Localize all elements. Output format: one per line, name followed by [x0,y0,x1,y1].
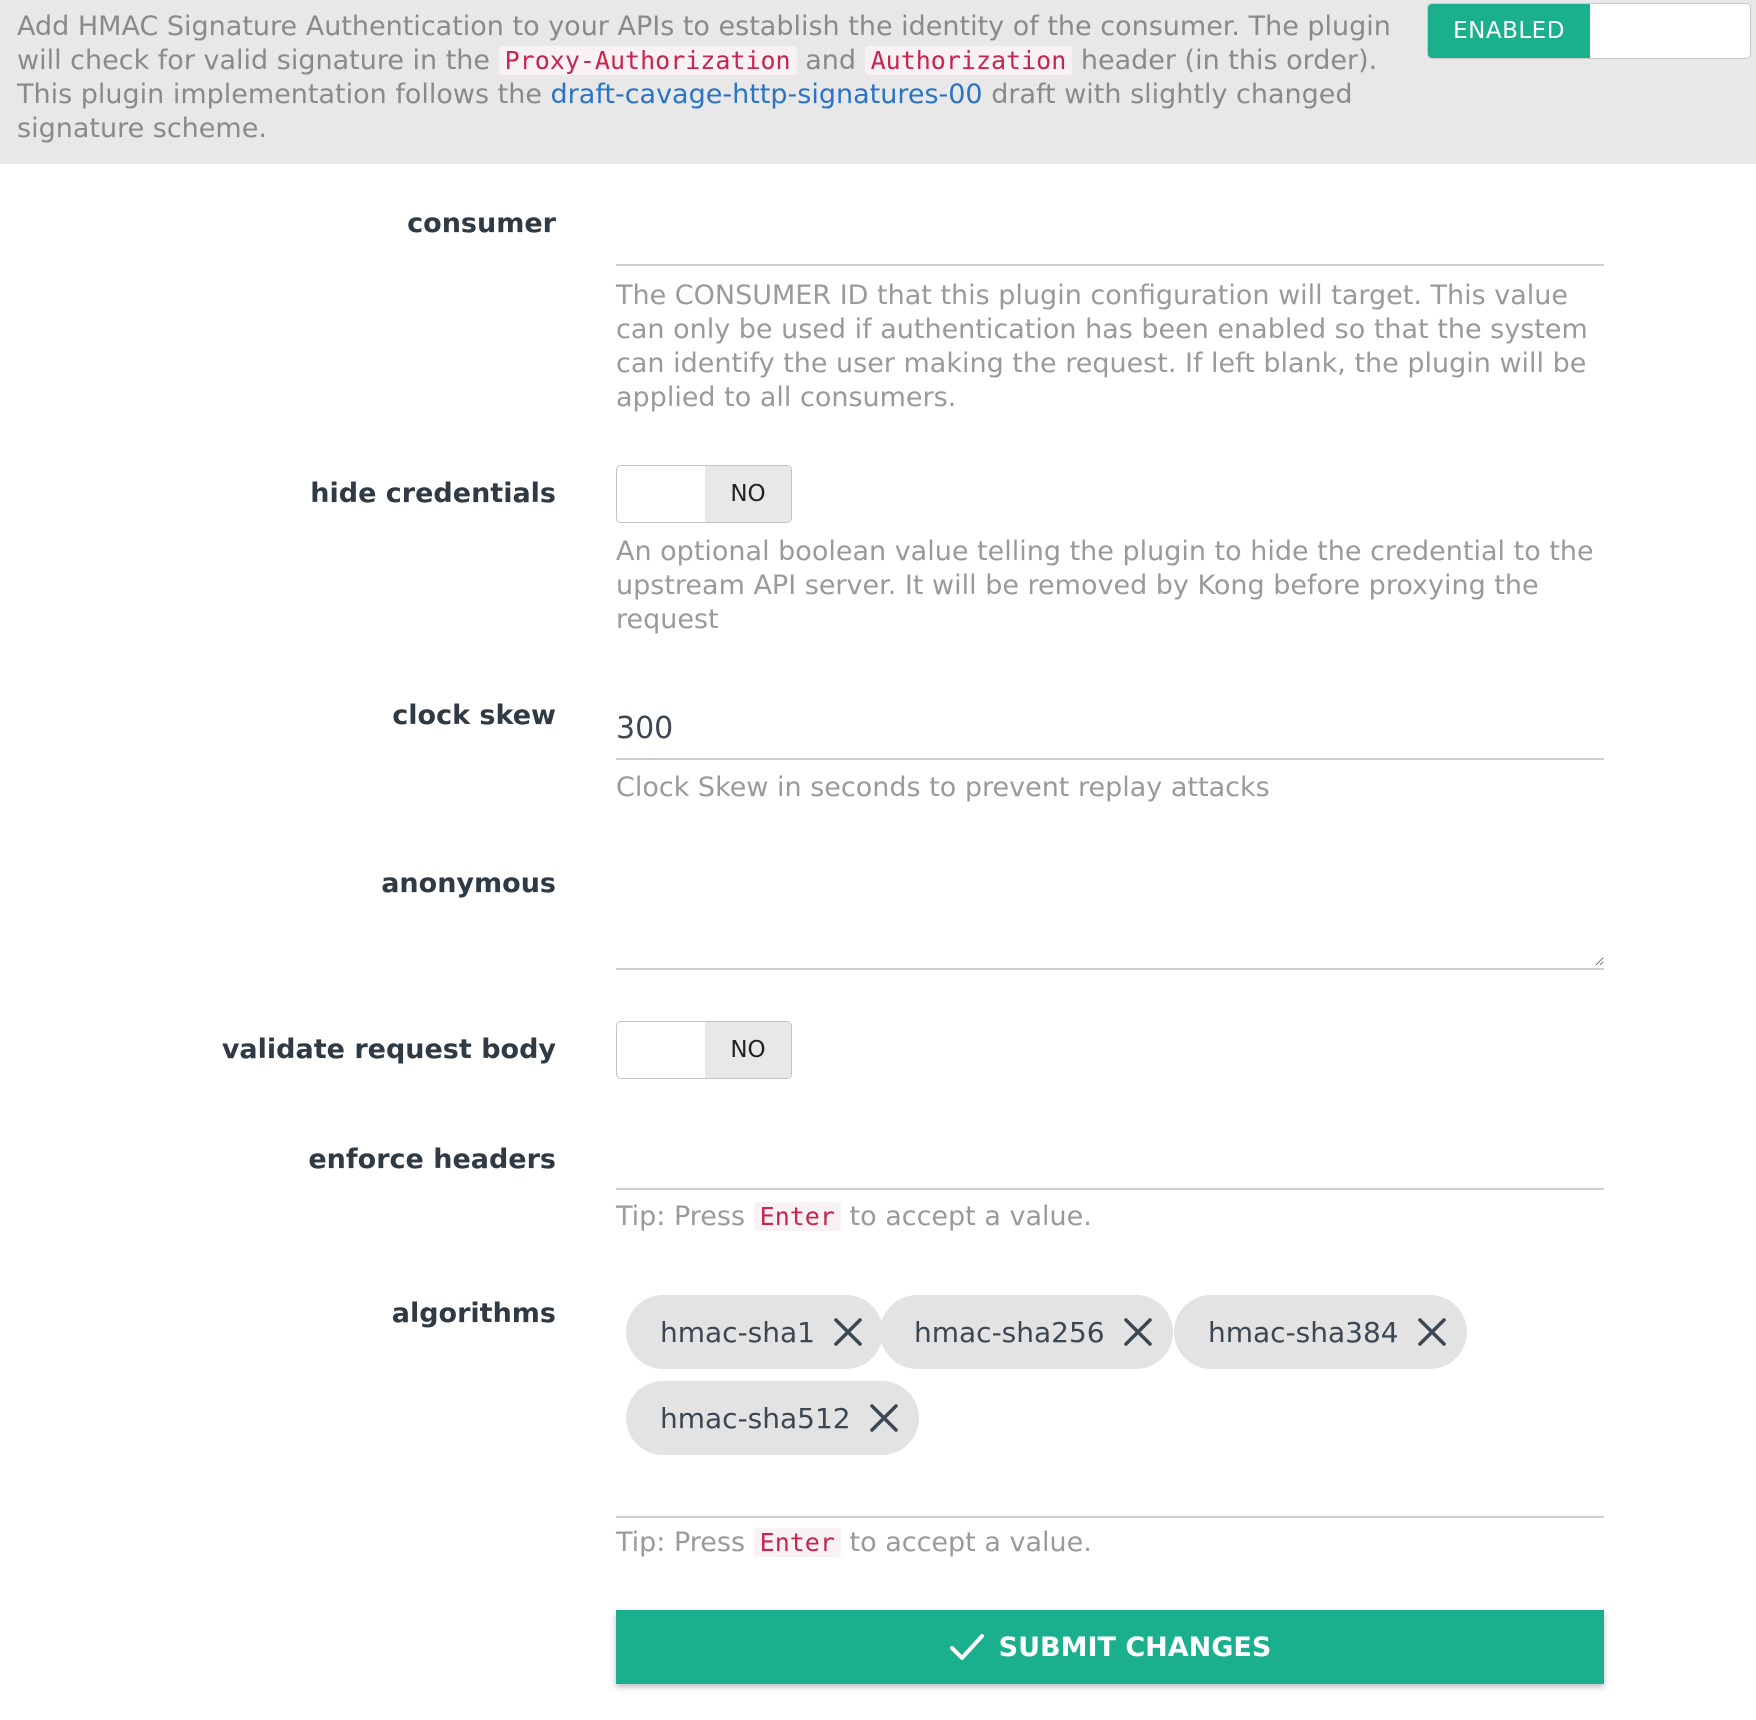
algorithms-label: algorithms [391,1298,556,1329]
anonymous-label: anonymous [381,868,556,899]
tip-enter-key: Enter [754,1528,841,1557]
code-authorization: Authorization [865,46,1073,75]
submit-changes-label: SUBMIT CHANGES [998,1631,1272,1663]
remove-tag-icon[interactable] [1415,1315,1449,1349]
consumer-field-wrapper [616,200,1604,266]
tip-suffix: to accept a value. [849,1201,1092,1232]
hide-credentials-help: An optional boolean value telling the plugin to hide the credential to the upstream API server. It will be removed by Kong before proxying the request [616,536,1594,635]
enforce-headers-input[interactable] [616,1128,1604,1186]
enforce-headers-tip [616,1200,1616,1234]
algorithms-input[interactable] [616,1470,1604,1514]
description-and: and [805,45,856,76]
clock-skew-help: Clock Skew in seconds to prevent replay attacks [616,772,1270,803]
algorithm-tag [880,1295,1173,1369]
enforce-headers-label: enforce headers [308,1144,556,1175]
enabled-label: ENABLED [1428,4,1590,58]
description-text-3: This plugin implementation follows the [17,79,542,110]
validate-request-body-toggle[interactable] [616,1021,792,1079]
consumer-label: consumer [407,208,556,239]
validate-request-body-label: validate request body [221,1034,556,1065]
validate-request-body-toggle-value: NO [705,1022,791,1078]
checkmark-icon [949,1632,985,1662]
submit-changes-button[interactable] [616,1610,1604,1684]
tip-enter-key: Enter [754,1202,841,1231]
algorithm-tag [626,1381,919,1455]
algorithms-tip [616,1526,1616,1560]
clock-skew-label: clock skew [392,700,556,731]
hide-credentials-toggle[interactable] [616,465,792,523]
remove-tag-icon[interactable] [1121,1315,1155,1349]
consumer-help: The CONSUMER ID that this plugin configuration will target. This value can only be used if authentication has been enabled so that the system can identify the user making the request. If left blank, the plugin will be applied to all consumers. [616,280,1588,413]
consumer-input[interactable] [616,200,1604,264]
algorithm-tag [626,1295,883,1369]
algorithm-tag [1174,1295,1467,1369]
draft-spec-link[interactable]: draft-cavage-http-signatures-00 [550,79,983,110]
tip-prefix: Tip: Press [616,1201,746,1232]
enforce-headers-field-wrapper [616,1128,1604,1190]
plugin-description-banner [0,0,1756,164]
algorithm-tag-label: hmac-sha384 [1208,1315,1399,1349]
hide-credentials-label: hide credentials [310,478,556,509]
hide-credentials-toggle-value: NO [705,466,791,522]
remove-tag-icon[interactable] [831,1315,865,1349]
plugin-enabled-toggle[interactable] [1427,3,1751,59]
tip-suffix: to accept a value. [849,1527,1092,1558]
tip-prefix: Tip: Press [616,1527,746,1558]
algorithm-tag-label: hmac-sha512 [660,1401,851,1435]
algorithm-tag-label: hmac-sha1 [660,1315,815,1349]
anonymous-textarea[interactable] [616,856,1604,966]
description-text-4: draft with slightly changed signature scheme. [17,79,1353,144]
description-text: Add HMAC Signature Authentication to your APIs to establish the identity of the consumer. The plugin will check for valid signature in the [17,11,1391,76]
anonymous-field-wrapper [616,856,1604,970]
description-text-2: header (in this order). [1080,45,1378,76]
code-proxy-authorization: Proxy-Authorization [499,46,797,75]
algorithm-tag-label: hmac-sha256 [914,1315,1105,1349]
clock-skew-input[interactable] [616,700,1604,756]
remove-tag-icon[interactable] [867,1401,901,1435]
algorithms-field-wrapper [616,1470,1604,1518]
plugin-description [17,10,1417,146]
clock-skew-field-wrapper [616,700,1604,760]
